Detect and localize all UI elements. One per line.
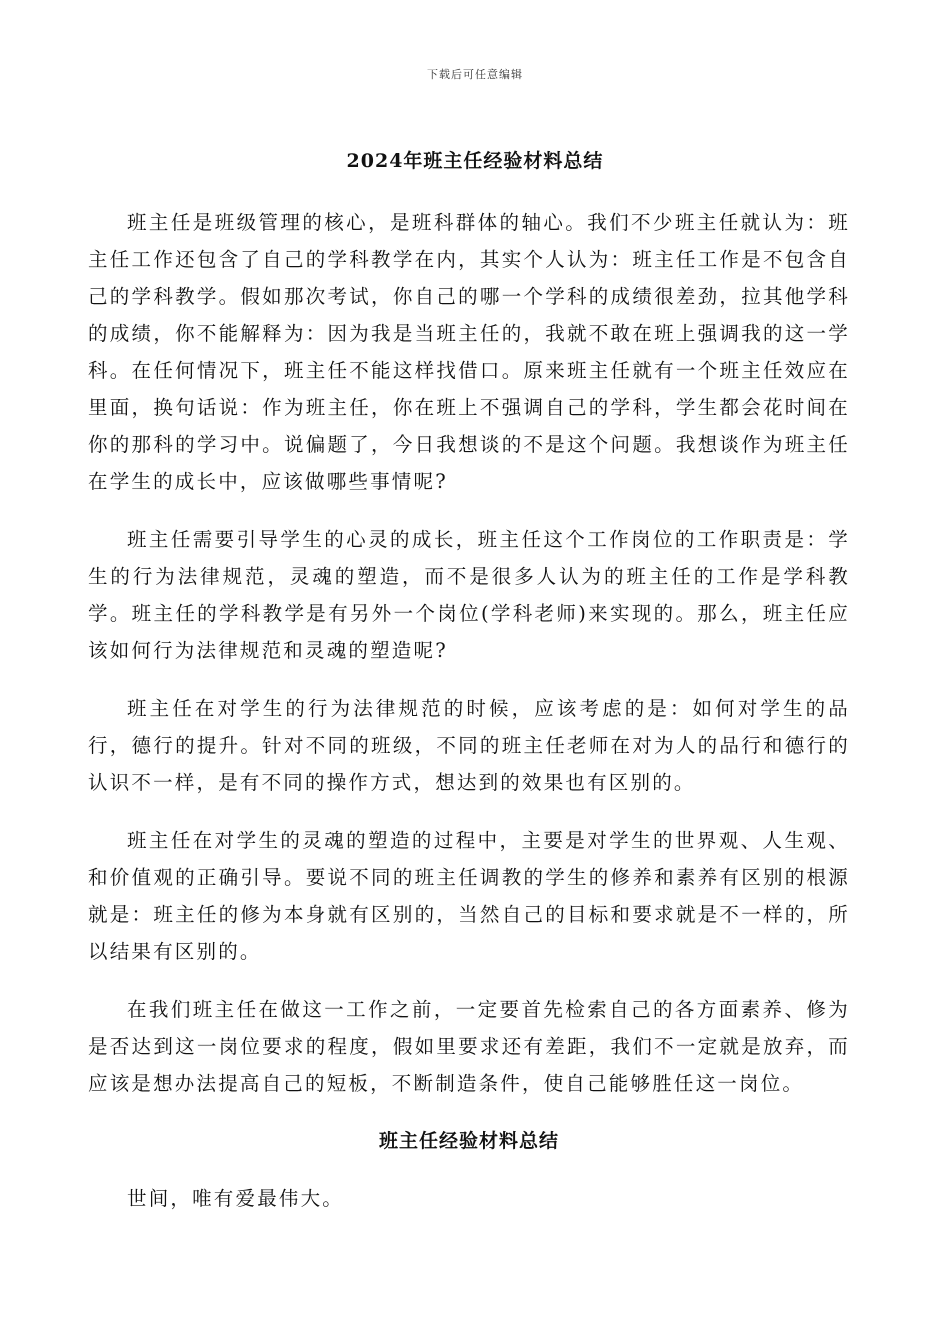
paragraph: 班主任在对学生的行为法律规范的时候，应该考虑的是：如何对学生的品行，德行的提升。针对不同的班级，不同的班主任老师在对为人的品行和德行的认识不一样，是有不同的操作方式，想达到的效果也有区别的。 [88, 697, 850, 794]
section-subtitle: 班主任经验材料总结 [378, 1130, 559, 1152]
paragraph: 班主任是班级管理的核心，是班科群体的轴心。我们不少班主任就认为：班主任工作还包含了自己的学科教学在内，其实个人认为：班主任工作是不包含自己的学科教学。假如那次考试，你自己的哪一个学科的成绩很差劲，拉其他学科的成绩，你不能解释为：因为我是当班主任的，我就不敢在班上强调我的这一学科。在任何情况下，班主任不能这样找借口。原来班主任就有一个班主任效应在里面，换句话说：作为班主任，你在班上不强调自己的学科，学生都会花时间在你的那科的学习中。说偏题了，今日我想谈的不是这个问题。我想谈作为班主任在学生的成长中，应该做哪些事情呢? [88, 211, 850, 493]
paragraph: 在我们班主任在做这一工作之前，一定要首先检索自己的各方面素养、修为是否达到这一岗位要求的程度，假如里要求还有差距，我们不一定就是放弃，而应该是想办法提高自己的短板，不断制造条件，使自己能够胜任这一岗位。 [88, 998, 850, 1095]
header-note: 下载后可任意编辑 [427, 68, 523, 81]
document-body [88, 204, 850, 1238]
paragraph: 班主任需要引导学生的心灵的成长，班主任这个工作岗位的工作职责是：学生的行为法律规范，灵魂的塑造，而不是很多人认为的班主任的工作是学科教学。班主任的学科教学是有另外一个岗位(学科老师)来实现的。那么，班主任应该如何行为法律规范和灵魂的塑造呢? [88, 528, 850, 662]
paragraph: 班主任在对学生的灵魂的塑造的过程中，主要是对学生的世界观、人生观、和价值观的正确引导。要说不同的班主任调教的学生的修养和素养有区别的根源就是：班主任的修为本身就有区别的，当然自己的目标和要求就是不一样的，所以结果有区别的。 [88, 829, 850, 963]
paragraph: 世间，唯有爱最伟大。 [127, 1187, 345, 1210]
document-title: 2024年班主任经验材料总结 [346, 150, 604, 172]
